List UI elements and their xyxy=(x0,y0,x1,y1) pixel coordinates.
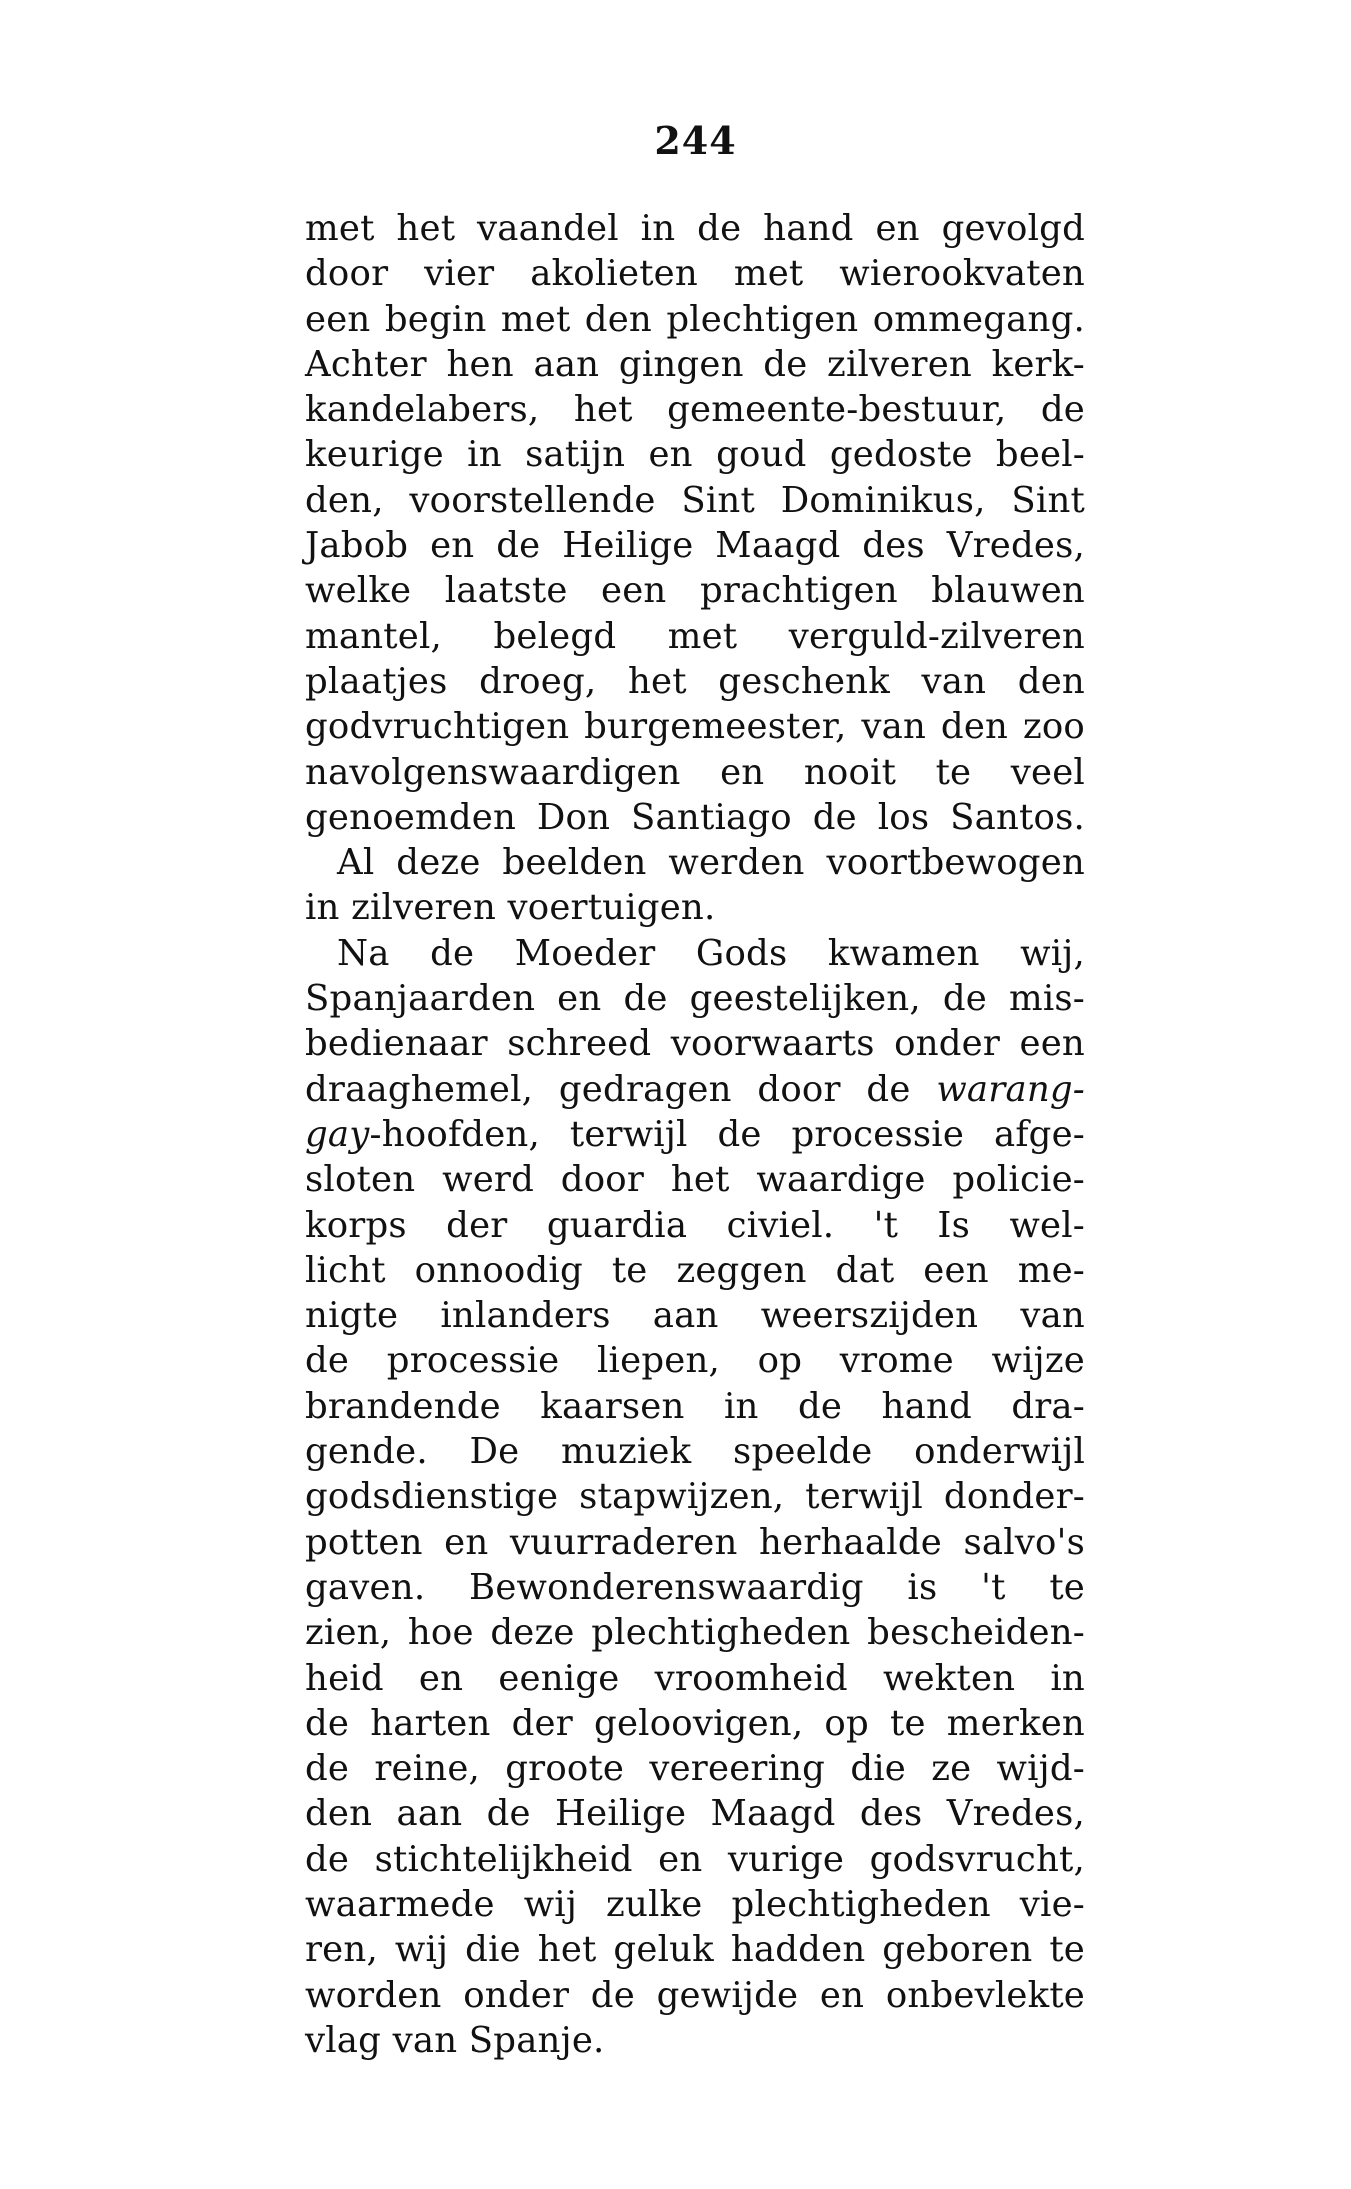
text-line: de processie liepen, op vrome wijze xyxy=(305,1340,1085,1382)
text-line: plaatjes droeg, het geschenk van den xyxy=(305,660,1085,702)
text-line: met het vaandel in de hand en gevolgd xyxy=(305,208,1085,249)
text-line: Spanjaarden en de geestelijken, de mis- xyxy=(305,978,1085,1020)
text-line: brandende kaarsen in de hand dra- xyxy=(305,1385,1085,1427)
paragraph-end-line: in zilveren voertuigen. xyxy=(305,887,716,929)
text-line: gende. De muziek speelde onderwijl xyxy=(305,1431,1085,1473)
italic-word: warang- xyxy=(936,1068,1085,1110)
paragraph-start-line: Na de Moeder Gods kwamen wij, xyxy=(337,932,1085,974)
text-line: sloten werd door het waardige policie- xyxy=(305,1159,1085,1201)
text-line: worden onder de gewijde en onbevlekte xyxy=(305,1974,1085,2016)
text-line: licht onnoodig te zeggen dat een me- xyxy=(305,1249,1085,1291)
text-line: Achter hen aan gingen de zilveren kerk- xyxy=(305,343,1085,385)
text-line: gaven. Bewonderenswaardig is 't te xyxy=(305,1566,1085,1608)
italic-word: gay xyxy=(305,1113,370,1155)
text-line: de reine, groote vereering die ze wijd- xyxy=(305,1748,1085,1790)
page-number: 244 xyxy=(654,118,737,163)
text-line: Jabob en de Heilige Maagd des Vredes, xyxy=(305,525,1085,567)
text-line: de stichtelijkheid en vurige godsvrucht, xyxy=(305,1838,1085,1880)
text-line: zien, hoe deze plechtigheden bescheiden- xyxy=(305,1612,1085,1654)
line-text: draaghemel, gedragen door de xyxy=(305,1068,911,1110)
text-line: den aan de Heilige Maagd des Vredes, xyxy=(305,1793,1085,1835)
text-line: door vier akolieten met wierookvaten xyxy=(305,253,1085,295)
paragraph-start-line: Al deze beelden werden voortbewogen xyxy=(337,842,1085,884)
text-line: korps der guardia civiel. 't Is wel- xyxy=(305,1204,1085,1246)
text-line: ren, wij die het geluk hadden geboren te xyxy=(305,1929,1085,1971)
text-line: navolgenswaardigen en nooit te veel xyxy=(305,751,1085,793)
text-line: den, voorstellende Sint Dominikus, Sint xyxy=(305,479,1085,521)
text-line: keurige in satijn en goud gedoste beel- xyxy=(305,434,1085,476)
text-line: heid en eenige vroomheid wekten in xyxy=(305,1657,1085,1699)
body-text xyxy=(305,206,1085,2063)
text-line: potten en vuurraderen herhaalde salvo's xyxy=(305,1521,1085,1563)
text-line: een begin met den plechtigen ommegang. xyxy=(305,298,1085,340)
text-line: nigte inlanders aan weerszijden van xyxy=(305,1295,1085,1337)
line-text: -hoofden, terwijl de processie afge- xyxy=(369,1113,1085,1155)
text-line: godvruchtigen burgemeester, van den zoo xyxy=(305,706,1085,748)
text-line: bedienaar schreed voorwaarts onder een xyxy=(305,1023,1085,1065)
text-line xyxy=(305,1112,1085,1157)
paragraph-end-line: vlag van Spanje. xyxy=(305,2019,605,2061)
text-line: kandelabers, het gemeente-bestuur, de xyxy=(305,389,1085,431)
text-line: mantel, belegd met verguld-zilveren xyxy=(305,615,1085,657)
text-line: godsdienstige stapwijzen, terwijl donder- xyxy=(305,1476,1085,1518)
text-line xyxy=(305,1067,1085,1112)
text-line: welke laatste een prachtigen blauwen xyxy=(305,570,1085,612)
text-line: de harten der geloovigen, op te merken xyxy=(305,1702,1085,1744)
text-line: genoemden Don Santiago de los Santos. xyxy=(305,796,1085,838)
text-line: waarmede wij zulke plechtigheden vie- xyxy=(305,1883,1085,1925)
